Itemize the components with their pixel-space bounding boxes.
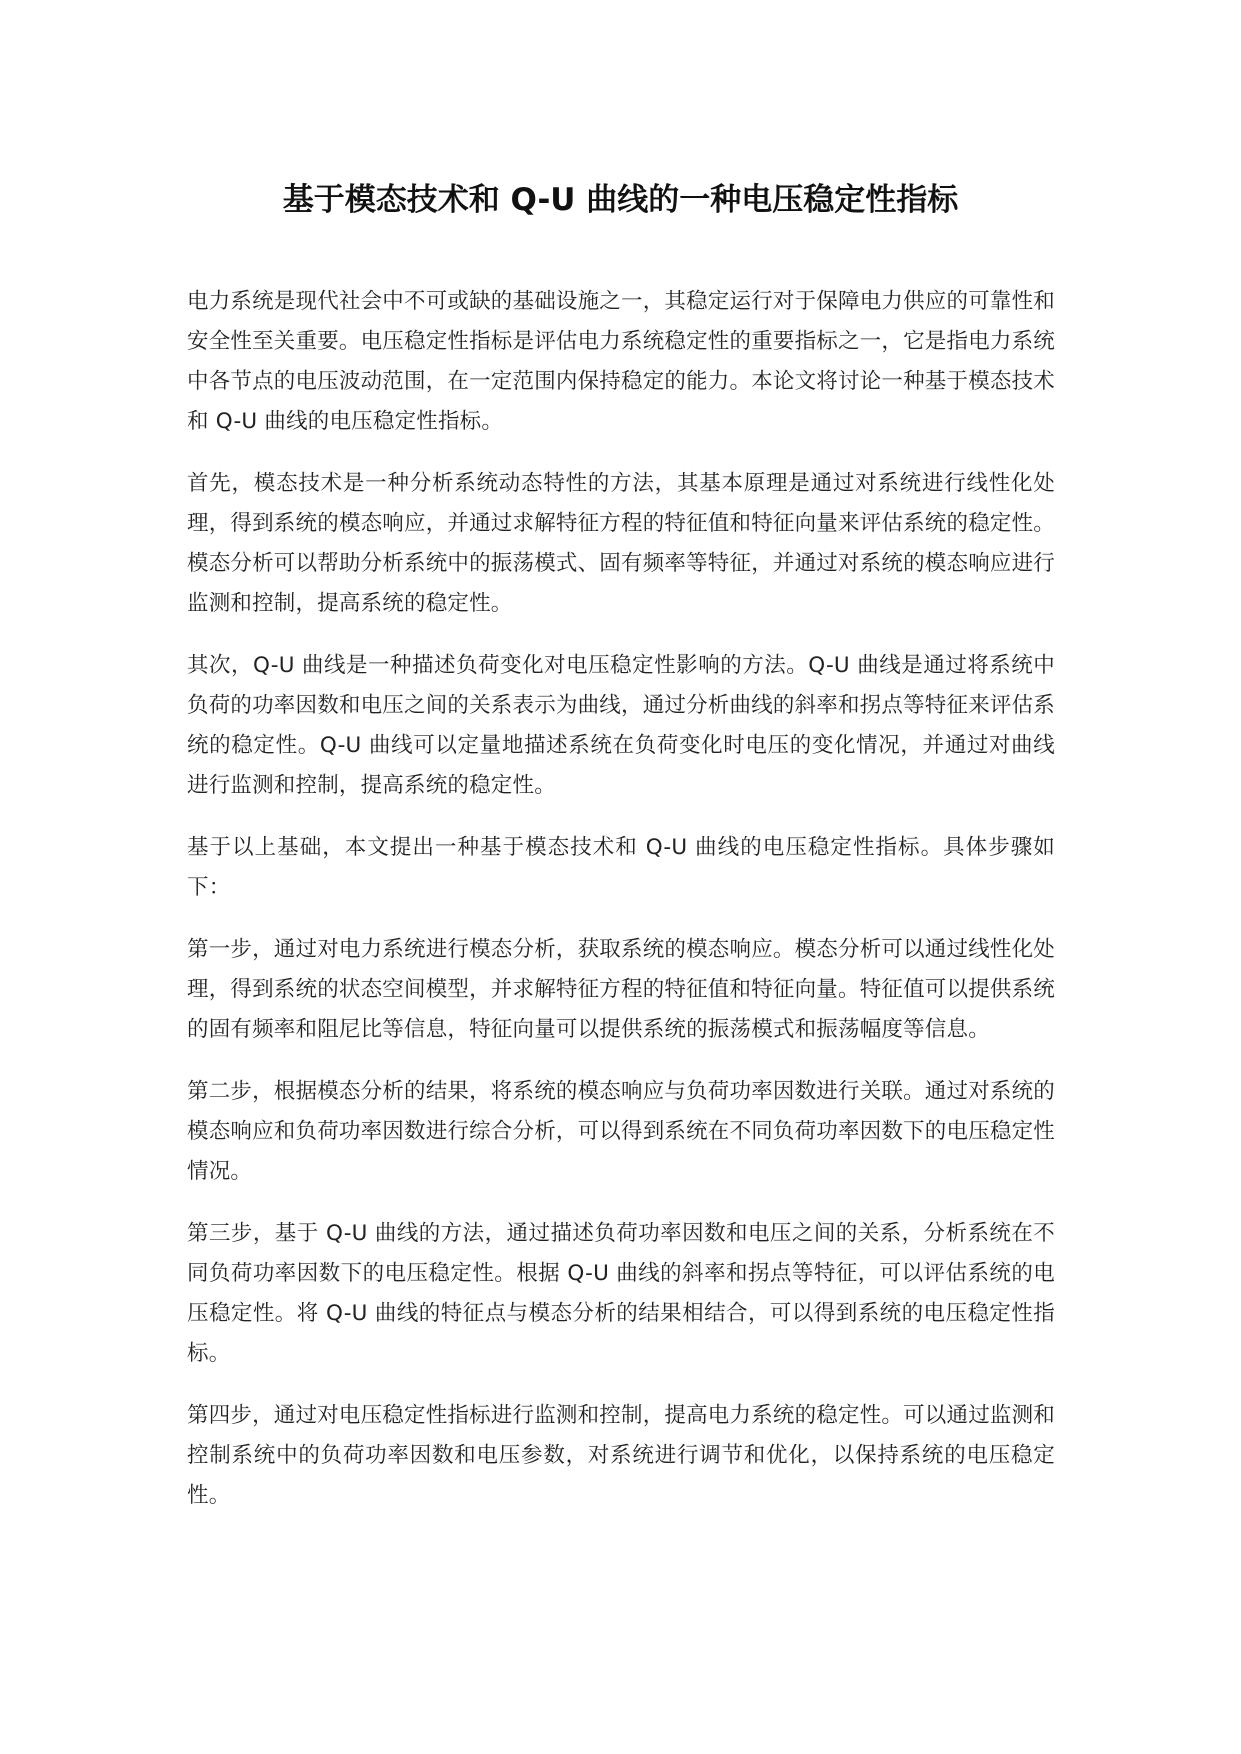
document-body [187,282,1055,1538]
paragraph-step-four: 第四步，通过对电压稳定性指标进行监测和控制，提高电力系统的稳定性。可以通过监测和控制系统中的负荷功率因数和电压参数，对系统进行调节和优化，以保持系统的电压稳定性。 [187,1403,1056,1508]
document-title: 基于模态技术和 Q-U 曲线的一种电压稳定性指标 [282,182,959,218]
paragraph-modal-technique: 首先，模态技术是一种分析系统动态特性的方法，其基本原理是通过对系统进行线性化处理，得到系统的模态响应，并通过求解特征方程的特征值和特征向量来评估系统的稳定性。模态分析可以帮助分析系统中的振荡模式、固有频率等特征，并通过对系统的模态响应进行监测和控制，提高系统的稳定性。 [187,471,1056,616]
paragraph-step-one: 第一步，通过对电力系统进行模态分析，获取系统的模态响应。模态分析可以通过线性化处理，得到系统的状态空间模型，并求解特征方程的特征值和特征向量。特征值可以提供系统的固有频率和阻尼比等信息，特征向量可以提供系统的振荡模式和振荡幅度等信息。 [187,937,1056,1042]
paragraph-intro: 电力系统是现代社会中不可或缺的基础设施之一，其稳定运行对于保障电力供应的可靠性和安全性至关重要。电压稳定性指标是评估电力系统稳定性的重要指标之一，它是指电力系统中各节点的电压波动范围，在一定范围内保持稳定的能力。本论文将讨论一种基于模态技术和 Q-U 曲线的电压稳定性指标。 [187,289,1056,434]
paragraph-step-three: 第三步，基于 Q-U 曲线的方法，通过描述负荷功率因数和电压之间的关系，分析系统在不同负荷功率因数下的电压稳定性。根据 Q-U 曲线的斜率和拐点等特征，可以评估系统的电压稳定性。将 Q-U 曲线的特征点与模态分析的结果相结合，可以得到系统的电压稳定性指标。 [187,1221,1055,1366]
paragraph-proposal: 基于以上基础，本文提出一种基于模态技术和 Q-U 曲线的电压稳定性指标。具体步骤如下： [187,835,1055,900]
paragraph-step-two: 第二步，根据模态分析的结果，将系统的模态响应与负荷功率因数进行关联。通过对系统的模态响应和负荷功率因数进行综合分析，可以得到系统在不同负荷功率因数下的电压稳定性情况。 [187,1079,1056,1184]
paragraph-qu-curve: 其次，Q-U 曲线是一种描述负荷变化对电压稳定性影响的方法。Q-U 曲线是通过将系统中负荷的功率因数和电压之间的关系表示为曲线，通过分析曲线的斜率和拐点等特征来评估系统的稳定性。Q-U 曲线可以定量地描述系统在负荷变化时电压的变化情况，并通过对曲线进行监测和控制，提高系统的稳定性。 [187,653,1056,798]
